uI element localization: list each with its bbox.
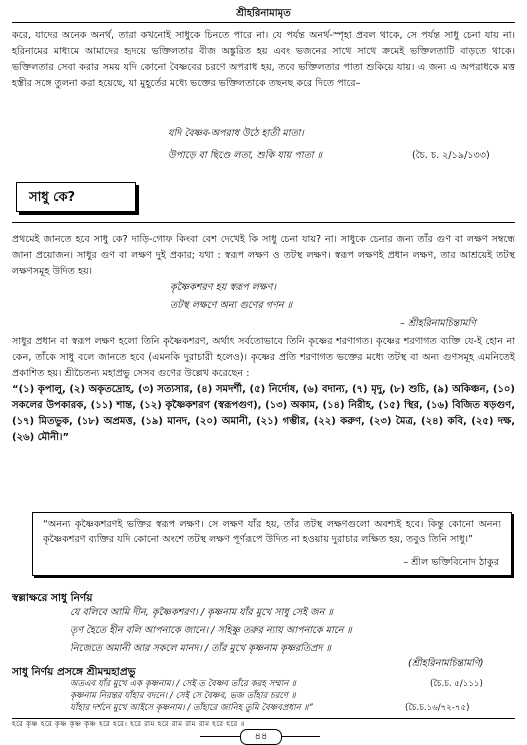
verse-block1-citation: (শ্রীহরিনামচিন্তামণি): [408, 658, 484, 669]
verse-block2-line1: অতএব যাঁর মুখে এক কৃষ্ণনাম। / সেই ত বৈষ্ণব তাঁরে করহ সম্মান ॥: [70, 679, 296, 689]
verse1-line2: উপাড়ে বা ছিণ্ডে লতা, শুকি যায় পাতা ॥: [168, 150, 323, 161]
footer-mantra-band: হরে কৃষ্ণ হরে কৃষ্ণ কৃষ্ণ কৃষ্ণ হরে হরে। হরে রাম হরে রাম রাম রাম হরে হরে ॥: [12, 720, 245, 728]
subhead-short-judgement: স্বল্লাক্ষরে সাধু নির্ণয়: [12, 592, 93, 604]
header-rule: [12, 22, 515, 23]
verse1-line1: যদি বৈষ্ণব-অপরাধ উঠে হাতী মাতা।: [168, 128, 304, 139]
verse1-citation: (চৈ. চ. ২/১৯/১৩৩): [412, 150, 490, 161]
quote-box: [32, 512, 512, 576]
verse2-citation: – শ্রীহরিনামচিন্তামণি: [400, 318, 476, 329]
quote-text: “অনন্য কৃষ্ণৈকশরণই ভক্তির স্বরূপ লক্ষণ। সে লক্ষণ যাঁর হয়, তাঁর তটস্থ লক্ষণগুলো অবশ্যই হবে। কিন্তু কোনো অনন্য কৃষ্ণৈকশরণ ব্যক্তির যদি কোনো অংশে তটস্থ লক্ষণ পূর্ণরূপে উদিত না হওয়ায় দুরাচার লক্ষিত হয়, তবুও তিনি সাধু।”: [43, 519, 501, 545]
quote-signature: – শ্রীল ভক্তিবিনোদ ঠাকুর: [403, 557, 499, 568]
verse-block2-citation-1: (চৈ.চ. ৫/১১১): [430, 679, 483, 689]
verse-block2-line2: কৃষ্ণনাম নিরন্তর যাঁহার বদনে। / সেই সে বৈষ্ণব, ভজ তাঁহার চরণে ॥: [70, 691, 296, 701]
verse-block2-citation-2: (চৈ.চ.১৬/৭২-৭৫): [405, 703, 470, 713]
section-title-box: [16, 182, 136, 212]
qualities-paragraph: সাধুর প্রধান বা স্বরূপ লক্ষণ হলো তিনি কৃষ্ণৈকশরণ, অর্থাৎ সর্বতোভাবে তিনি কৃষ্ণের শরণাগত। কৃষ্ণের শরণাগত ব্যক্তি যে-ই হোন না কেন, তাঁকে সাধু বলে জানতে হবে (এমনকি দুরাচারী হলেও)। কৃষ্ণের প্রতি শরণাগত ভক্তের মধ্যে তটস্থ বা অন্য গুণসমূহ এমনিতেই প্রকাশিত হয়। শ্রীচৈতন্য মহাপ্রভু সেসব গুণের উল্লেখ করেছেন :: [12, 336, 515, 379]
section-title: সাধু কে?: [29, 190, 76, 205]
verse-block2-line3: যাঁহার দর্শনে মুখে আইসে কৃষ্ণনাম। / তাঁহারে জানিহ তুমি বৈষ্ণবপ্রধান ॥”: [70, 703, 313, 713]
page-number-ornament: [200, 729, 320, 743]
section-paragraph: প্রথমেই জানতে হবে সাধু কে? দাড়ি-গোফ কিংবা বেশ দেখেই কি সাধু চেনা যায়? না। সাধুকে চেনার জন্য তাঁর গুণ বা লক্ষণ সম্বন্ধে জানা প্রয়োজন। সাধুর গুণ বা লক্ষণ দুই প্রকার; যথা : স্বরূপ লক্ষণ ও তটস্থ লক্ষণ। স্বরূপ লক্ষণই প্রধান লক্ষণ, তার আশ্রয়েই তটস্থ লক্ষণসমূহ উদিত হয়।: [12, 234, 515, 277]
running-head: শ্রীহরিনামামৃত: [236, 8, 291, 19]
qualities-list: “(১) কৃপালু, (২) অকৃতদ্রোহ, (৩) সত্যসার, (৪) সমদর্শী, (৫) নির্দোষ, (৬) বদান্য, (৭) মৃদু, (৮) শুচি, (৯) অকিঞ্চন, (১০) সকলের উপকারক, (১১) শান্ত, (১২) কৃষ্ণৈকশরণ (স্বরূপগুণ), (১৩) অকাম, (১৪) নিরীহ, (১৫) স্থির, (১৬) বিজিত ষড়গুণ, (১৭) মিতভুক, (১৮) অপ্রমত্ত, (১৯) মানদ, (২০) অমানী, (২১) গম্ভীর, (২২) করুণ, (২৩) মৈত্র, (২৪) কবি, (২৫) দক্ষ, (২৬) মৌনী।”: [12, 384, 515, 443]
page-number: ৪৪: [240, 729, 282, 745]
subhead-mahaprabhu: সাধু নির্ণয় প্রসঙ্গে শ্রীমন্মহাপ্রভু: [12, 666, 136, 678]
verse2-line2: তটস্থ লক্ষণে অন্য গুণের গণন ॥: [170, 300, 293, 311]
verse2-line1: কৃষ্ণৈকশরণ হয় স্বরূপ লক্ষণ।: [170, 282, 276, 293]
verse-block-1: [70, 604, 352, 658]
verse-block1-line1: যে বলিবে আমি দীন, কৃষ্ণৈকশরণ। / কৃষ্ণনাম যাঁর মুখে সাধু সেই জন ॥: [70, 607, 333, 618]
intro-paragraph: করে, যাদের অনেক অনর্থ, তারা কখনোই সাধুকে চিনতে পারে না। যে পর্যন্ত অনর্থ-স্পৃহা প্রবল থাকে, সে পর্যন্ত সাধু চেনা যায় না। হরিনামের মাধ্যমে আমাদের হৃদয়ে ভক্তিলতার বীজ অঙ্কুরিত হয় এবং ভজনের সাথে সাথে ক্রমেই ভক্তিলতাটি বাড়তে থাকে। ভক্তিলতার সেবা করার সময় যদি কোনো বৈষ্ণবের চরণে অপরাধ হয়, তবে ভক্তিলতার পাতা শুকিয়ে যায়। এ জন্য এ অপরাধকে মত্ত হস্তীর সঙ্গে তুলনা করা হয়েছে, যা মুহূর্তের মধ্যে ভক্তের ভক্তিলতাকে তছনছ করে দিতে পারে–: [12, 30, 515, 89]
verse-block1-line2: তৃণ হৈতে হীন বলি আপনাকে জানে। / সহিষ্ণু তরুর ন্যায় আপনাকে মানে ॥: [70, 625, 352, 636]
verse-block1-line3: নিজেতে অমানী আর সকলে মানদ। / তাঁর মুখে কৃষ্ণনাম কৃষ্ণরতিপ্রদ ॥: [70, 643, 331, 654]
section-rule: [12, 222, 515, 223]
